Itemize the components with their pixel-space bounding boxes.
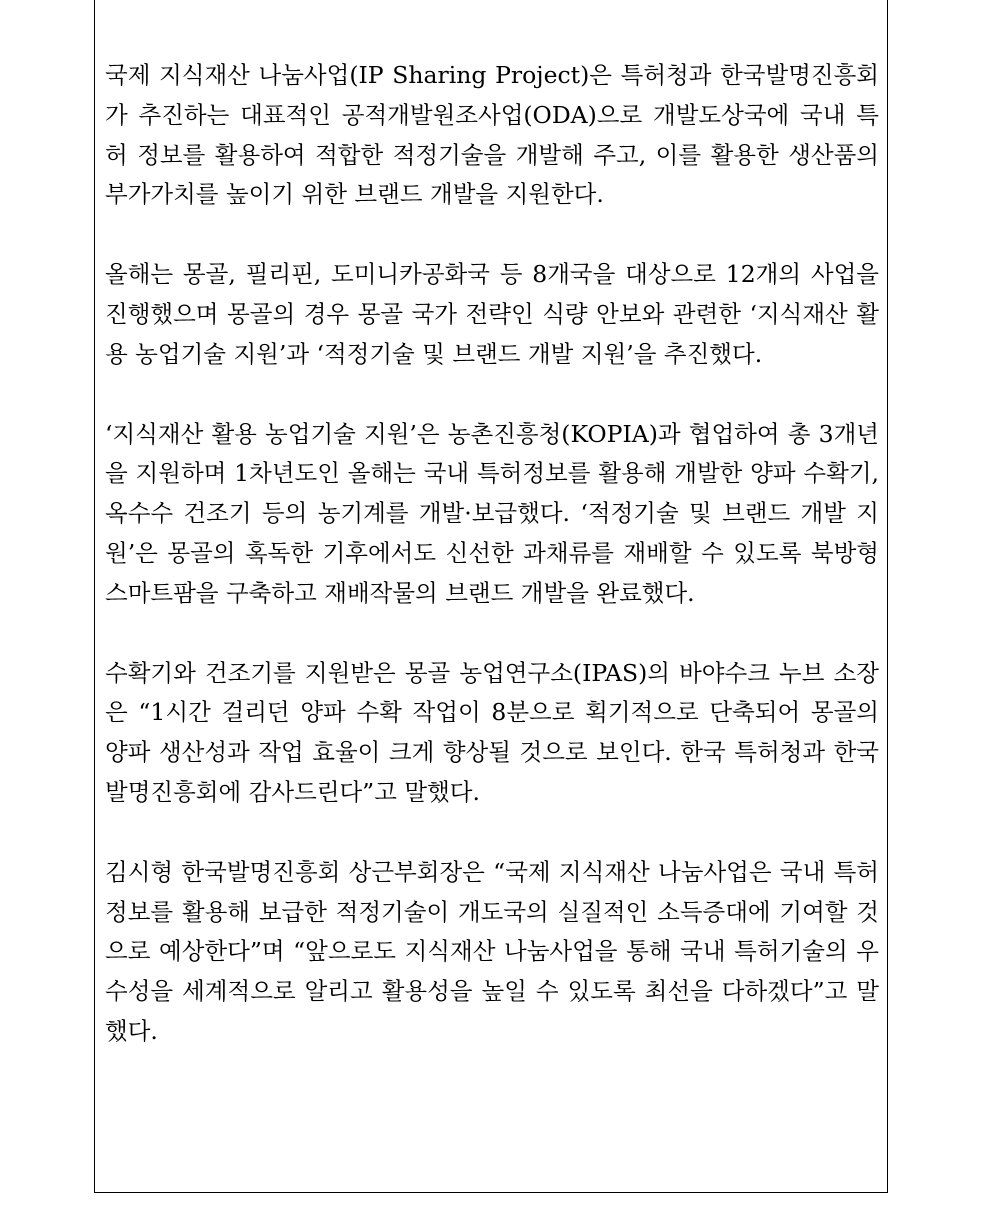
paragraph-ipas-quote: 수확기와 건조기를 지원받은 몽골 농업연구소(IPAS)의 바야수크 누브 소장은 “1시간 걸리던 양파 수확 작업이 8분으로 획기적으로 단축되어 몽골의 양파 생산성과 작업 효율이 크게 향상될 것으로 보인다. 한국 특허청과 한국발명진흥회에 감사드린다”고 말했다. xyxy=(105,658,879,806)
paragraph-this-year: 올해는 몽골, 필리핀, 도미니카공화국 등 8개국을 대상으로 12개의 사업을 진행했으며 몽골의 경우 몽골 국가 전략인 식량 안보와 관련한 ‘지식재산 활용 농업기술 지원’과 ‘적정기술 및 브랜드 개발 지원’을 추진했다. xyxy=(105,260,879,368)
paragraph-intro: 국제 지식재산 나눔사업(IP Sharing Project)은 특허청과 한국발명진흥회가 추진하는 대표적인 공적개발원조사업(ODA)으로 개발도상국에 국내 특허 정보를 활용하여 적합한 적정기술을 개발해 주고, 이를 활용한 생산품의 부가가치를 높이기 위한 브랜드 개발을 지원한다. xyxy=(105,61,879,209)
document-body xyxy=(105,56,879,1052)
paragraph-vice-chair-quote: 김시형 한국발명진흥회 상근부회장은 “국제 지식재산 나눔사업은 국내 특허정보를 활용해 보급한 적정기술이 개도국의 실질적인 소득증대에 기여할 것으로 예상한다”며 “앞으로도 지식재산 나눔사업을 통해 국내 특허기술의 우수성을 세계적으로 알리고 활용성을 높일 수 있도록 최선을 다하겠다”고 말했다. xyxy=(105,857,879,1045)
paragraph-agri-support: ‘지식재산 활용 농업기술 지원’은 농촌진흥청(KOPIA)과 협업하여 총 3개년을 지원하며 1차년도인 올해는 국내 특허정보를 활용해 개발한 양파 수확기, 옥수수 건조기 등의 농기계를 개발·보급했다. ‘적정기술 및 브랜드 개발 지원’은 몽골의 혹독한 기후에서도 신선한 과채류를 재배할 수 있도록 북방형 스마트팜을 구축하고 재배작물의 브랜드 개발을 완료했다. xyxy=(105,419,879,607)
